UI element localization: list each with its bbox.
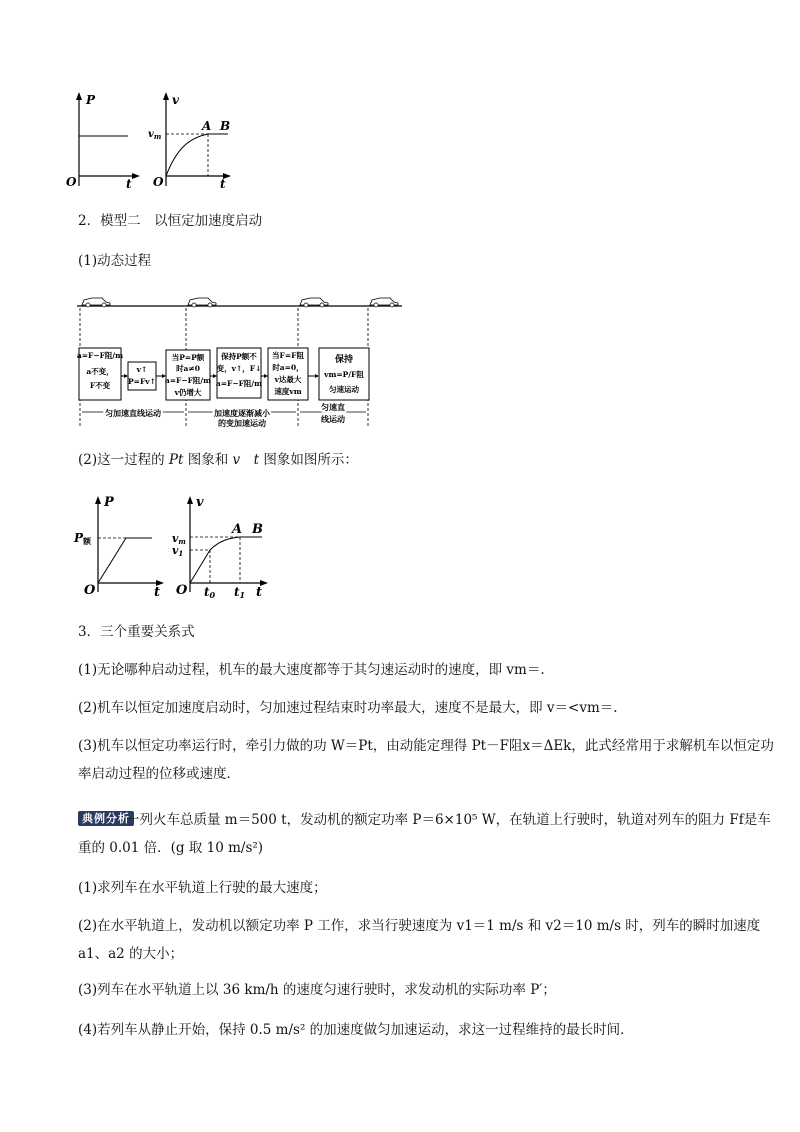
example-intro: 一列火车总质量 m＝500 t，发动机的额定功率 P＝6×10⁵ W，在轨道上行驶时，轨道对列车的阻力 Ff是车重的 0.01 倍．(g 取 10 m/s²) [78,812,771,856]
section2-sub1: (1)动态过程 [78,253,152,269]
section3-item1: (1)无论哪种启动过程，机车的最大速度都等于其匀速运动时的速度，即 vm＝. [78,662,545,678]
vt-y-label: v [196,495,204,510]
vt-t1-label: t1 [234,585,246,600]
example-badge: 典例分析 [78,808,134,829]
box1-line1: a=F−F阻/m [76,351,124,360]
section2-heading: 2．模型二 以恒定加速度启动 [78,213,263,229]
vt-t0-label: t0 [204,585,216,600]
pt-y-label: P [104,495,114,510]
box1-line3: F不变 [89,381,111,390]
box1-line2: a不变， [86,367,114,376]
pt-x-label: t [154,585,161,600]
top-vt-point-b: B [220,119,231,133]
stage2-label-2: 的变加速运动 [218,418,266,428]
vt-origin: O [176,583,188,598]
box2-line1: v↑ [136,365,148,374]
stage3-label-2: 线运动 [321,414,345,424]
section2-sub2: (2)这一过程的 Pt 图象和 v t 图象如图所示： [78,452,358,468]
example-q4: (4)若列车从静止开始，保持 0.5 m/s² 的加速度做匀加速运动，求这一过程维持的最长时间． [78,1022,634,1038]
top-vt-y-label: v [172,93,179,107]
pt-p-rated: P额 [74,531,92,546]
box6-line3: 匀速运动 [329,385,359,394]
box4-line2: 变，v↑，F↓ [216,364,262,373]
vt-x-label: t [256,585,263,600]
top-pt-x-label: t [126,177,132,191]
box6-line1: 保持 [334,355,354,365]
example-q1: (1)求列车在水平轨道上行驶的最大速度； [78,880,327,896]
box3-line2: 时a≠0 [176,364,200,373]
top-pt-y-label: P [86,93,96,107]
box5-line3: v达最大 [274,375,302,384]
vt-point-b: B [252,522,263,537]
vt-graph [168,488,278,600]
top-vt-graph [140,88,250,193]
box3-line4: v仍增大 [174,388,202,397]
stage3-label-1: 匀速直 [321,402,345,412]
box3-line1: 当P=P额 [171,353,205,362]
section3-item2: (2)机车以恒定加速度启动时，匀加速过程结束时功率最大，速度不是最大，即 v＝<vm＝. [78,700,618,716]
top-vt-origin: O [153,175,164,189]
pt-origin: O [84,583,96,598]
box5-line2: 时a=0， [272,363,304,372]
section3-heading: 3．三个重要关系式 [78,624,195,640]
box4-line1: 保持P额不 [221,352,257,361]
dynamic-process-diagram [74,292,409,432]
box5-line4: 速度vm [274,387,302,396]
box4-line3: a=F−F阻/m [215,379,263,388]
box5-line1: 当F=F阻 [272,351,304,360]
pt-graph [60,488,170,600]
box3-line3: a=F−F阻/m [164,376,212,385]
top-vt-vm-label: $v_m$ [148,129,162,141]
example-q2: (2)在水平轨道上，发动机以额定功率 P 工作，求当行驶速度为 v1＝1 m/s 和 v2＝10 m/s 时，列车的瞬时加速度 a1、a2 的大小； [78,918,761,962]
top-vt-point-a: A [202,119,212,133]
stage2-label-1: 加速度逐渐减小 [214,408,270,418]
box2-line2: P=Fv↑ [128,377,156,386]
example-q3: (3)列车在水平轨道上以 36 km/h 的速度匀速行驶时，求发动机的实际功率 P′； [78,982,556,998]
stage1-label: 匀加速直线运动 [105,408,161,418]
vt-point-a: A [232,522,243,537]
top-vt-x-label: t [220,177,226,191]
vt-v1-label: v1 [172,544,184,558]
section3-item3: (3)机车以恒定功率运行时，牵引力做的功 W＝Pt，由动能定理得 Pt－F阻x＝ΔEk，此式经常用于求解机车以恒定功率启动过程的位移或速度． [78,738,774,782]
vt-vm-label: vm [172,532,186,546]
top-pt-graph [60,88,150,193]
top-pt-origin: O [66,175,77,189]
box6-line2: vm=P/F阻 [324,370,364,379]
